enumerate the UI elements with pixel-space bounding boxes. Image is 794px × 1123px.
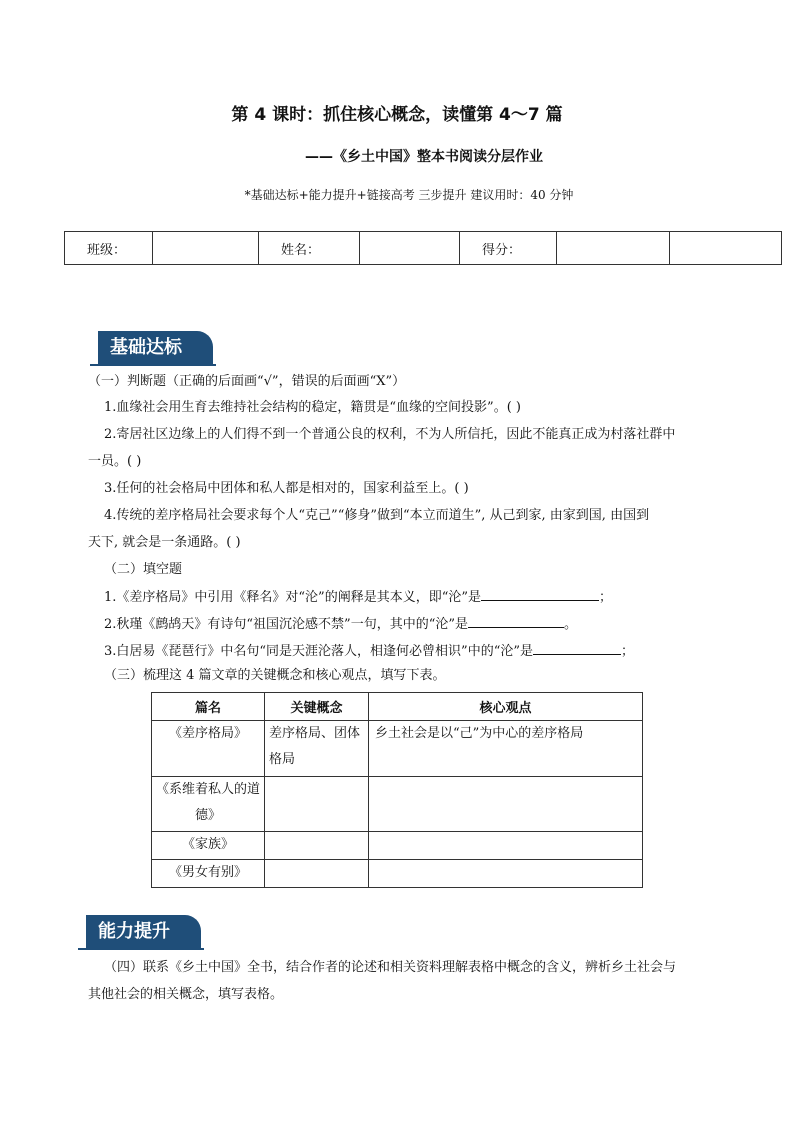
name-label: 姓名： — [259, 232, 360, 265]
student-info-table — [64, 231, 782, 265]
class-field[interactable] — [153, 232, 259, 265]
judgment-q4-line1: 4.传统的差序格局社会要求每个人“克己”“修身”做到“本立而道生”, 从己到家, 由家到国, 由国到 — [104, 508, 650, 523]
extra-field[interactable] — [670, 232, 782, 265]
section-tab-basic: 基础达标 — [98, 331, 213, 365]
concepts-table — [151, 692, 643, 888]
advanced-q4-line1: （四）联系《乡土中国》全书，结合作者的论述和相关资料理解表格中概念的含义，辨析乡土社会与 — [104, 960, 677, 975]
advanced-q4-line2: 其他社会的相关概念，填写表格。 — [88, 987, 284, 1002]
fill-q2-end: 。 — [564, 617, 578, 632]
judgment-q1: 1.血缘社会用生育去维持社会结构的稳定，籍贯是“血缘的空间投影”。( ) — [104, 400, 521, 415]
row-view[interactable] — [369, 777, 643, 832]
fill-q3-end: ； — [621, 644, 635, 659]
fill-q2-blank[interactable] — [468, 613, 564, 628]
fill-q3 — [104, 640, 634, 662]
score-label: 得分： — [460, 232, 557, 265]
row-concept[interactable] — [265, 777, 369, 832]
summary-section-title: （三）梳理这 4 篇文章的关键概念和核心观点，填写下表。 — [104, 668, 446, 683]
header-view: 核心观点 — [369, 693, 643, 721]
assignment-meta: *基础达标+能力提升+链接高考 三步提升 建议用时：40 分钟 — [244, 188, 574, 202]
judgment-q4-line2: 天下, 就会是一条通路。( ) — [88, 535, 241, 550]
header-title: 篇名 — [152, 693, 265, 721]
section-tab-advanced: 能力提升 — [86, 915, 201, 949]
page-title: 第 4 课时：抓住核心概念，读懂第 4～7 篇 — [231, 105, 563, 125]
header-concept: 关键概念 — [265, 693, 369, 721]
judgment-section-title: （一）判断题（正确的后面画“√”，错误的后面画“X”） — [88, 374, 406, 389]
fill-q3-blank[interactable] — [533, 640, 621, 655]
row-view[interactable] — [369, 860, 643, 888]
row-view: 乡土社会是以“己”为中心的差序格局 — [369, 721, 643, 777]
score-field[interactable] — [557, 232, 670, 265]
section-divider — [90, 364, 216, 366]
row-title: 《差序格局》 — [152, 721, 265, 777]
fill-q1-blank[interactable] — [481, 586, 599, 601]
fill-q1-end: ； — [599, 590, 613, 605]
judgment-q3: 3.任何的社会格局中团体和私人都是相对的，国家利益至上。( ) — [104, 481, 469, 496]
row-title: 《系维着私人的道德》 — [152, 777, 265, 832]
row-view[interactable] — [369, 832, 643, 860]
judgment-q2-line2: 一员。( ) — [88, 454, 142, 469]
row-concept[interactable] — [265, 860, 369, 888]
fill-q2 — [104, 613, 577, 635]
fill-section-title: （二）填空题 — [104, 562, 183, 577]
judgment-q2-line1: 2.寄居社区边缘上的人们得不到一个普通公良的权利，不为人所信托，因此不能真正成为村落社群中 — [104, 427, 676, 442]
class-label: 班级： — [65, 232, 153, 265]
table-row — [152, 777, 643, 832]
fill-q3-text: 3.白居易《琵琶行》中名句“同是天涯沦落人，相逢何必曾相识”中的“沦”是 — [104, 644, 533, 659]
page-subtitle: ——《乡土中国》整本书阅读分层作业 — [305, 149, 543, 165]
name-field[interactable] — [360, 232, 460, 265]
row-concept: 差序格局、团体格局 — [265, 721, 369, 777]
row-title: 《家族》 — [152, 832, 265, 860]
fill-q2-text: 2.秋瑾《鹧鸪天》有诗句“祖国沉沦感不禁”一句，其中的“沦”是 — [104, 617, 468, 632]
fill-q1 — [104, 586, 612, 608]
table-header-row — [152, 693, 643, 721]
row-concept[interactable] — [265, 832, 369, 860]
table-row — [152, 860, 643, 888]
section-divider — [78, 948, 204, 950]
table-row — [152, 721, 643, 777]
row-title: 《男女有别》 — [152, 860, 265, 888]
table-row — [152, 832, 643, 860]
fill-q1-text: 1.《差序格局》中引用《释名》对“沦”的阐释是其本义，即“沦”是 — [104, 590, 481, 605]
